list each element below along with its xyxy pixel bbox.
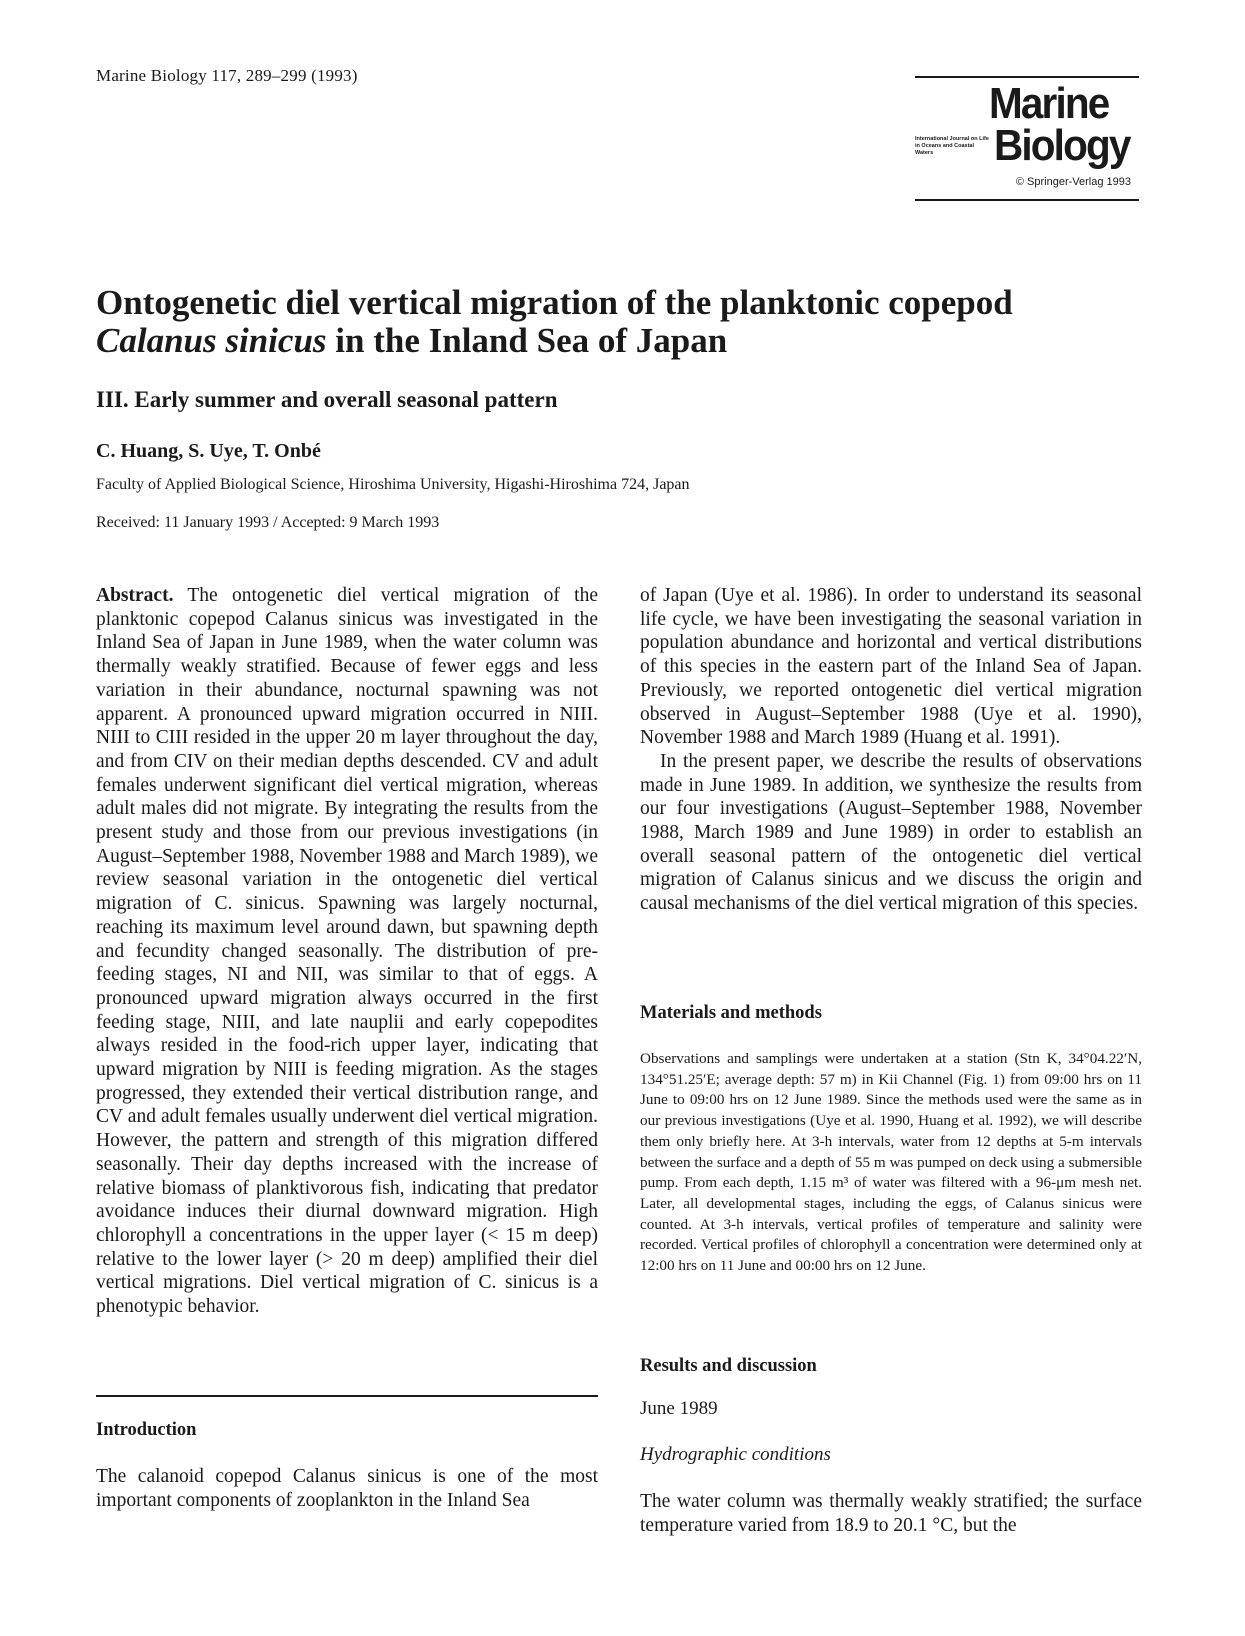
title-species-name: Calanus sinicus xyxy=(96,321,327,360)
introduction-heading: Introduction xyxy=(96,1420,197,1440)
results-heading: Results and discussion xyxy=(640,1356,817,1376)
abstract-paragraph xyxy=(96,584,598,1319)
introduction-text-start: The calanoid copepod Calanus sinicus is one of the most important components of zooplankton in the Inland Sea xyxy=(96,1466,598,1511)
results-subheading: June 1989 xyxy=(640,1398,718,1419)
hydrographic-subheading: Hydrographic conditions xyxy=(640,1444,831,1465)
author-affiliation: Faculty of Applied Biological Science, Hiroshima University, Higashi-Hiroshima 724, Japan xyxy=(96,476,690,493)
methods-section xyxy=(640,1049,1142,1277)
received-dates: Received: 11 January 1993 / Accepted: 9 March 1993 xyxy=(96,514,440,531)
article-subtitle: III. Early summer and overall seasonal pattern xyxy=(96,387,558,412)
journal-citation: Marine Biology 117, 289–299 (1993) xyxy=(96,66,358,85)
abstract-divider xyxy=(96,1395,598,1397)
copyright-notice: © Springer-Verlag 1993 xyxy=(1015,176,1131,188)
article-authors: C. Huang, S. Uye, T. Onbé xyxy=(96,440,321,462)
left-column xyxy=(96,584,598,1319)
methods-heading: Materials and methods xyxy=(640,1003,822,1023)
logo-tagline: International Journal on Life in Oceans and Coastal Waters xyxy=(915,136,989,156)
logo-bottom-rule xyxy=(915,199,1139,201)
article-title xyxy=(96,284,1146,360)
introduction-text-continued: of Japan (Uye et al. 1986). In order to understand its seasonal life cycle, we have been investigating the seasonal variation in population abundance and horizontal and vertical distributions of this species in the eastern part of the Inland Sea of Japan. Previously, we reported ontogenetic diel vertical migration observed in August–September 1988 (Uye et al. 1990), November 1988 and March 1989 (Huang et al. 1991). xyxy=(640,585,1142,749)
abstract-label: Abstract. xyxy=(96,585,174,606)
title-line-1: Ontogenetic diel vertical migration of the planktonic copepod xyxy=(96,283,1013,322)
results-section xyxy=(640,1490,1142,1537)
right-column xyxy=(640,584,1142,916)
abstract-text: The ontogenetic diel vertical migration of the planktonic copepod Calanus sinicus was investigated in the Inland Sea of Japan in June 1989, when the water column was thermally weakly stratified. Because of fewer eggs and less variation in their abundance, nocturnal spawning was not apparent. A pronounced upward migration occurred in NIII. NIII to CIII resided in the upper 20 m layer throughout the day, and from CIV on their median depths descended. CV and adult females underwent significant diel vertical migration, whereas adult males did not migrate. By integrating the results from the present study and those from our previous investigations (in August–September 1988, November 1988 and March 1989), we review seasonal variation in the ontogenetic diel vertical migration of C. sinicus. Spawning was largely nocturnal, reaching its maximum level around dawn, but spawning depth and fecundity changed seasonally. The distribution of pre-feeding stages, NI and NII, was similar to that of eggs. A pronounced upward migration always occurred in the first feeding stage, NIII, and late nauplii and early copepodites always resided in the food-rich upper layer, indicating that upward migration by NIII is feeding migration. As the stages progressed, they extended their vertical distribution range, and CV and adult females usually underwent diel vertical migration. However, the pattern and strength of this migration differed seasonally. Their day depths increased with the increase of relative biomass of planktivorous fish, indicating that predator avoidance induces their diurnal downward migration. High chlorophyll a concentrations in the upper layer (< 15 m deep) relative to the lower layer (> 20 m deep) amplified their diel vertical migrations. Diel vertical migration of C. sinicus is a phenotypic behavior. xyxy=(96,585,598,1318)
journal-logo xyxy=(915,76,1139,204)
methods-text: Observations and samplings were undertaken at a station (Stn K, 34°04.22′N, 134°51.25′E; average depth: 57 m) in Kii Channel (Fig. 1) from 09:00 hrs on 11 June to 09:00 hrs on 12 June 1989. Since the methods used were the same as in our previous investigations (Uye et al. 1990, Huang et al. 1992), we will describe them only briefly here. At 3-h intervals, water from 12 depths at 5-m intervals between the surface and a depth of 55 m was pumped on deck using a submersible pump. From each depth, 1.15 m³ of water was filtered with a 96-μm mesh net. Later, all developmental stages, including the eggs, of Calanus sinicus were counted. At 3-h intervals, vertical profiles of temperature and salinity were recorded. Vertical profiles of chlorophyll a concentration were determined only at 12:00 hrs on 11 June and 00:00 hrs on 12 June. xyxy=(640,1050,1142,1275)
introduction-paragraph-2: In the present paper, we describe the results of observations made in June 1989. In addition, we synthesize the results from our four investigations (August–September 1988, November 1988, March 1989 and June 1989) in order to establish an overall seasonal pattern of the ontogenetic diel vertical migration of Calanus sinicus and we discuss the origin and causal mechanisms of the diel vertical migration of this species. xyxy=(640,750,1142,915)
logo-top-rule xyxy=(915,76,1139,78)
results-text: The water column was thermally weakly stratified; the surface temperature varied from 18.9 to 20.1 °C, but the xyxy=(640,1491,1142,1536)
introduction-start xyxy=(96,1465,598,1512)
logo-word-biology: Biology xyxy=(994,121,1130,170)
logo-word-marine: Marine xyxy=(989,79,1109,128)
title-line-2-rest: in the Inland Sea of Japan xyxy=(326,321,728,360)
title-line-2 xyxy=(96,322,1146,360)
